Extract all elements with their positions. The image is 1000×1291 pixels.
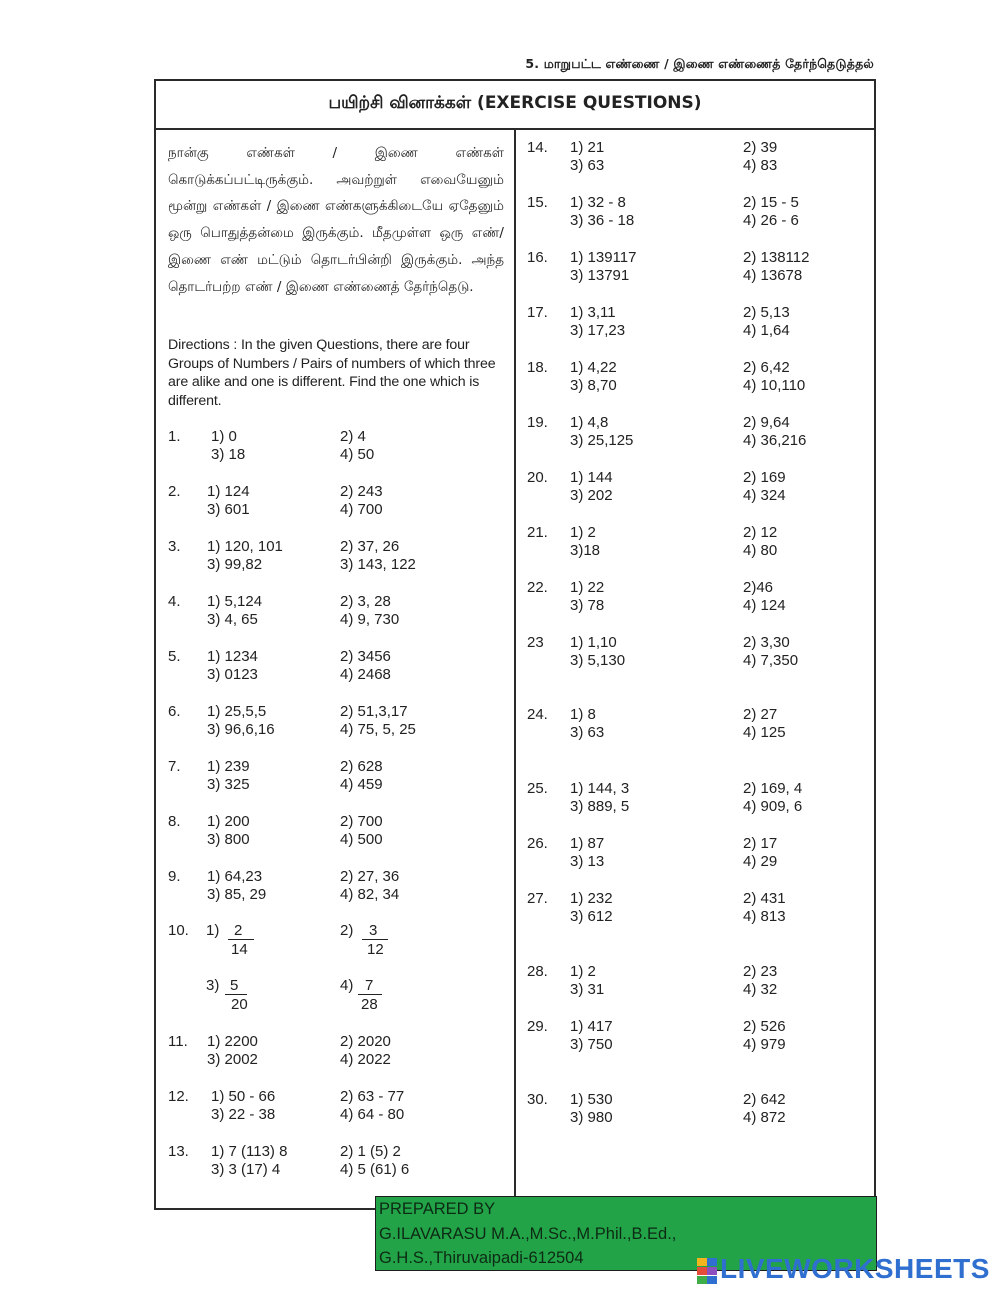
answer-option-2[interactable]: 2) 6,42 — [743, 359, 790, 376]
answer-option-2[interactable]: 2) 628 — [340, 758, 383, 775]
answer-option-1[interactable]: 1) 25,5,5 — [207, 703, 267, 720]
answer-option-1[interactable]: 1) 8 — [570, 706, 596, 723]
answer-option-2[interactable]: 2) 23 — [743, 963, 778, 980]
question-number: 29. — [527, 1018, 548, 1035]
answer-option-3[interactable]: 3) 63 — [570, 157, 605, 174]
answer-option-4[interactable]: 4) 700 — [340, 501, 383, 518]
question-number: 6. — [168, 703, 181, 720]
answer-option-2[interactable]: 2) 39 — [743, 139, 778, 156]
answer-option-3[interactable]: 3) 78 — [570, 597, 605, 614]
answer-option-2[interactable]: 2) 3, 28 — [340, 593, 391, 610]
answer-option-4[interactable]: 4) 2468 — [340, 666, 391, 683]
answer-option-3[interactable]: 3) 17,23 — [570, 322, 626, 339]
question-number: 4. — [168, 593, 181, 610]
option-label: 4) — [340, 977, 354, 994]
answer-option-4[interactable]: 4) 82, 34 — [340, 886, 400, 903]
question-number: 8. — [168, 813, 181, 830]
answer-option-1[interactable]: 1) 2 — [570, 963, 596, 980]
answer-option-2[interactable]: 2) 15 - 5 — [743, 194, 799, 211]
answer-option-3[interactable]: 3) 13 — [570, 853, 605, 870]
answer-option-3[interactable]: 3) 3 (17) 4 — [211, 1161, 281, 1178]
answer-option-3[interactable]: 3) 85, 29 — [207, 886, 267, 903]
liveworksheets-logo — [697, 1253, 993, 1285]
option-label: 1) — [206, 922, 220, 939]
numerator: 3 — [369, 922, 378, 939]
answer-option-3[interactable]: 3) 18 — [211, 446, 246, 463]
answer-option-3[interactable]: 3) 612 — [570, 908, 613, 925]
author-school: G.H.S.,Thiruvaipadi-612504 — [379, 1249, 584, 1267]
answer-option-2[interactable]: 2) 63 - 77 — [340, 1088, 405, 1105]
answer-option-4[interactable]: 4) 324 — [743, 487, 786, 504]
prepared-by-label: PREPARED BY — [379, 1200, 496, 1218]
exercise-title: பயிற்சி வினாக்கள் (EXERCISE QUESTIONS) — [328, 93, 702, 113]
answer-option-1[interactable]: 1) 530 — [570, 1091, 613, 1108]
question-number: 5. — [168, 648, 181, 665]
answer-option-3[interactable]: 3) 325 — [207, 776, 250, 793]
answer-option-3[interactable]: 3) 99,82 — [207, 556, 263, 573]
tamil-instructions: நான்கு எண்கள் / இணை எண்கள் கொடுக்கப்பட்டிருக்கும். அவற்றுள் எவையேனும் மூன்று எண்கள் / இணை எண்களுக்கிடையே ஏதேனும் ஒரு பொதுத்தன்மை இருக்கும். மீதமுள்ள ஒரு எண்/ இணை எண் மட்டும் தொடர்பின்றி இருக்கும். அந்த தொடர்பற்ற எண் / இணை எண்ணைத் தேர்ந்தெடு. — [168, 145, 504, 295]
answer-option-4[interactable]: 4) 26 - 6 — [743, 212, 799, 229]
question-number: 3. — [168, 538, 181, 555]
answer-option-3[interactable]: 3) 8,70 — [570, 377, 617, 394]
answer-option-3[interactable]: 3) 31 — [570, 981, 605, 998]
answer-option-3[interactable]: 3) 36 - 18 — [570, 212, 635, 229]
answer-option-4[interactable]: 4) 872 — [743, 1109, 786, 1126]
question-number: 7. — [168, 758, 181, 775]
numerator: 5 — [230, 977, 239, 994]
answer-option-2[interactable]: 2) 138112 — [743, 249, 810, 266]
question-number: 23 — [527, 634, 544, 651]
answer-option-1[interactable]: 1) 2 — [570, 524, 596, 541]
answer-option-1[interactable]: 1) 200 — [207, 813, 250, 830]
answer-option-4[interactable]: 4) 125 — [743, 724, 786, 741]
question-number: 24. — [527, 706, 548, 723]
answer-option-1[interactable]: 1) 232 — [570, 890, 613, 907]
answer-option-3[interactable]: 3) 13791 — [570, 267, 630, 284]
question-number: 12. — [168, 1088, 189, 1105]
answer-option-3[interactable]: 3) 63 — [570, 724, 605, 741]
fraction-bar — [362, 939, 388, 940]
question-number: 1. — [168, 428, 181, 445]
answer-option-4[interactable]: 4) 83 — [743, 157, 778, 174]
question-number: 13. — [168, 1143, 189, 1160]
answer-option-1[interactable]: 1) 21 — [570, 139, 605, 156]
answer-option-2[interactable]: 2)46 — [743, 579, 774, 596]
answer-option-1[interactable]: 1) 22 — [570, 579, 605, 596]
question-number: 9. — [168, 868, 181, 885]
question-number: 11. — [168, 1033, 188, 1050]
answer-option-1[interactable]: 1) 0 — [211, 428, 237, 445]
question-number: 10. — [168, 922, 189, 939]
question-number: 2. — [168, 483, 181, 500]
answer-option-1[interactable]: 1) 64,23 — [207, 868, 263, 885]
answer-option-2[interactable]: 2) 2020 — [340, 1033, 391, 1050]
answer-option-3[interactable]: 3) 22 - 38 — [211, 1106, 276, 1123]
fraction-bar — [358, 994, 382, 995]
question-number: 21. — [527, 524, 548, 541]
answer-option-1[interactable]: 1) 1234 — [207, 648, 258, 665]
question-number: 25. — [527, 780, 548, 797]
answer-option-1[interactable]: 1) 144, 3 — [570, 780, 630, 797]
answer-option-1[interactable]: 1) 50 - 66 — [211, 1088, 276, 1105]
answer-option-1[interactable]: 1) 4,8 — [570, 414, 609, 431]
author-name: G.ILAVARASU M.A.,M.Sc.,M.Phil.,B.Ed., — [379, 1225, 677, 1243]
question-number: 15. — [527, 194, 548, 211]
answer-option-3[interactable]: 3) 202 — [570, 487, 613, 504]
answer-option-4[interactable]: 4) 813 — [743, 908, 786, 925]
answer-option-2[interactable]: 2) 169, 4 — [743, 780, 803, 797]
answer-option-4[interactable]: 4) 7,350 — [743, 652, 799, 669]
answer-option-4[interactable]: 4) 29 — [743, 853, 778, 870]
question-number: 14. — [527, 139, 548, 156]
answer-option-2[interactable]: 2) 12 — [743, 524, 778, 541]
answer-option-4[interactable]: 4) 13678 — [743, 267, 803, 284]
answer-option-4[interactable]: 4) 459 — [340, 776, 383, 793]
answer-option-3[interactable]: 3) 2002 — [207, 1051, 258, 1068]
answer-option-2[interactable]: 2) 5,13 — [743, 304, 790, 321]
answer-option-1[interactable]: 1) 417 — [570, 1018, 613, 1035]
fraction-bar — [228, 939, 254, 940]
answer-option-2[interactable]: 2) 642 — [743, 1091, 786, 1108]
answer-option-1[interactable]: 1) 5,124 — [207, 593, 263, 610]
question-number: 22. — [527, 579, 548, 596]
answer-option-4[interactable]: 4) 500 — [340, 831, 383, 848]
answer-option-4[interactable]: 4) 75, 5, 25 — [340, 721, 416, 738]
answer-option-3[interactable]: 3) 0123 — [207, 666, 258, 683]
question-number: 27. — [527, 890, 548, 907]
answer-option-3[interactable]: 3) 4, 65 — [207, 611, 258, 628]
answer-option-4[interactable]: 4) 36,216 — [743, 432, 807, 449]
answer-option-3[interactable]: 3) 750 — [570, 1036, 613, 1053]
question-number: 19. — [527, 414, 548, 431]
answer-option-4[interactable]: 4) 979 — [743, 1036, 786, 1053]
answer-option-4[interactable]: 4) 2022 — [340, 1051, 391, 1068]
answer-option-2[interactable]: 2) 169 — [743, 469, 786, 486]
question-number: 16. — [527, 249, 548, 266]
answer-option-4[interactable]: 4) 10,110 — [743, 377, 806, 394]
answer-option-2[interactable]: 2) 431 — [743, 890, 786, 907]
answer-option-1[interactable]: 1) 87 — [570, 835, 605, 852]
answer-option-2[interactable]: 2) 1 (5) 2 — [340, 1143, 401, 1160]
answer-option-4[interactable]: 4) 1,64 — [743, 322, 790, 339]
answer-option-1[interactable]: 1) 2200 — [207, 1033, 258, 1050]
watermark-text: LIVEWORKSHEETS — [720, 1253, 990, 1284]
answer-option-2[interactable]: 2) 51,3,17 — [340, 703, 408, 720]
denominator: 14 — [231, 941, 248, 958]
option-label: 3) — [206, 977, 220, 994]
answer-option-3[interactable]: 3) 980 — [570, 1109, 613, 1126]
denominator: 12 — [367, 941, 384, 958]
answer-option-1[interactable]: 1) 120, 101 — [207, 538, 283, 555]
answer-option-2[interactable]: 2) 17 — [743, 835, 778, 852]
answer-option-3[interactable]: 3) 889, 5 — [570, 798, 630, 815]
answer-option-4[interactable]: 3) 143, 122 — [340, 556, 416, 573]
answer-option-1[interactable]: 1) 4,22 — [570, 359, 617, 376]
answer-option-4[interactable]: 4) 64 - 80 — [340, 1106, 405, 1123]
answer-option-4[interactable]: 4) 909, 6 — [743, 798, 803, 815]
answer-option-2[interactable]: 2) 27 — [743, 706, 778, 723]
question-number: 28. — [527, 963, 548, 980]
answer-option-1[interactable]: 1) 139117 — [570, 249, 637, 266]
answer-option-2[interactable]: 2) 526 — [743, 1018, 786, 1035]
answer-option-1[interactable]: 1) 144 — [570, 469, 613, 486]
answer-option-3[interactable]: 3) 25,125 — [570, 432, 634, 449]
denominator: 28 — [361, 996, 378, 1013]
answer-option-4[interactable]: 4) 124 — [743, 597, 786, 614]
answer-option-2[interactable]: 2) 3456 — [340, 648, 391, 665]
answer-option-4[interactable]: 4) 9, 730 — [340, 611, 400, 628]
numerator: 2 — [234, 922, 243, 939]
question-number: 30. — [527, 1091, 548, 1108]
question-number: 20. — [527, 469, 548, 486]
answer-option-4[interactable]: 4) 32 — [743, 981, 778, 998]
answer-option-1[interactable]: 1) 124 — [207, 483, 250, 500]
answer-option-1[interactable]: 1) 7 (113) 8 — [211, 1143, 288, 1160]
answer-option-3[interactable]: 3) 800 — [207, 831, 250, 848]
column-divider — [514, 128, 516, 1208]
answer-option-1[interactable]: 1) 32 - 8 — [570, 194, 626, 211]
fraction-bar — [225, 994, 247, 995]
chapter-title: 5. மாறுபட்ட எண்ணை / இணை எண்ணைத் தேர்ந்தெடுத்தல் — [525, 56, 874, 71]
answer-option-2[interactable]: 2) 27, 36 — [340, 868, 400, 885]
answer-option-2[interactable]: 2) 37, 26 — [340, 538, 400, 555]
english-directions: Directions : In the given Questions, there are four Groups of Numbers / Pairs of numbers of which three are alike and one is different. Find the one which is different. — [168, 337, 496, 409]
denominator: 20 — [231, 996, 248, 1013]
question-number: 18. — [527, 359, 548, 376]
answer-option-4[interactable]: 4) 50 — [340, 446, 375, 463]
option-label: 2) — [340, 922, 354, 939]
answer-option-1[interactable]: 1) 3,11 — [570, 304, 616, 321]
answer-option-2[interactable]: 2) 243 — [340, 483, 383, 500]
answer-option-3[interactable]: 3) 96,6,16 — [207, 721, 275, 738]
answer-option-3[interactable]: 3) 5,130 — [570, 652, 626, 669]
numerator: 7 — [365, 977, 374, 994]
answer-option-2[interactable]: 2) 9,64 — [743, 414, 790, 431]
answer-option-3[interactable]: 3) 601 — [207, 501, 250, 518]
answer-option-1[interactable]: 1) 239 — [207, 758, 250, 775]
answer-option-2[interactable]: 2) 700 — [340, 813, 383, 830]
answer-option-2[interactable]: 2) 4 — [340, 428, 366, 445]
answer-option-3[interactable]: 3)18 — [570, 542, 601, 559]
answer-option-4[interactable]: 4) 5 (61) 6 — [340, 1161, 410, 1178]
question-number: 17. — [527, 304, 548, 321]
question-number: 26. — [527, 835, 548, 852]
answer-option-4[interactable]: 4) 80 — [743, 542, 778, 559]
answer-option-2[interactable]: 2) 3,30 — [743, 634, 790, 651]
answer-option-1[interactable]: 1) 1,10 — [570, 634, 617, 651]
